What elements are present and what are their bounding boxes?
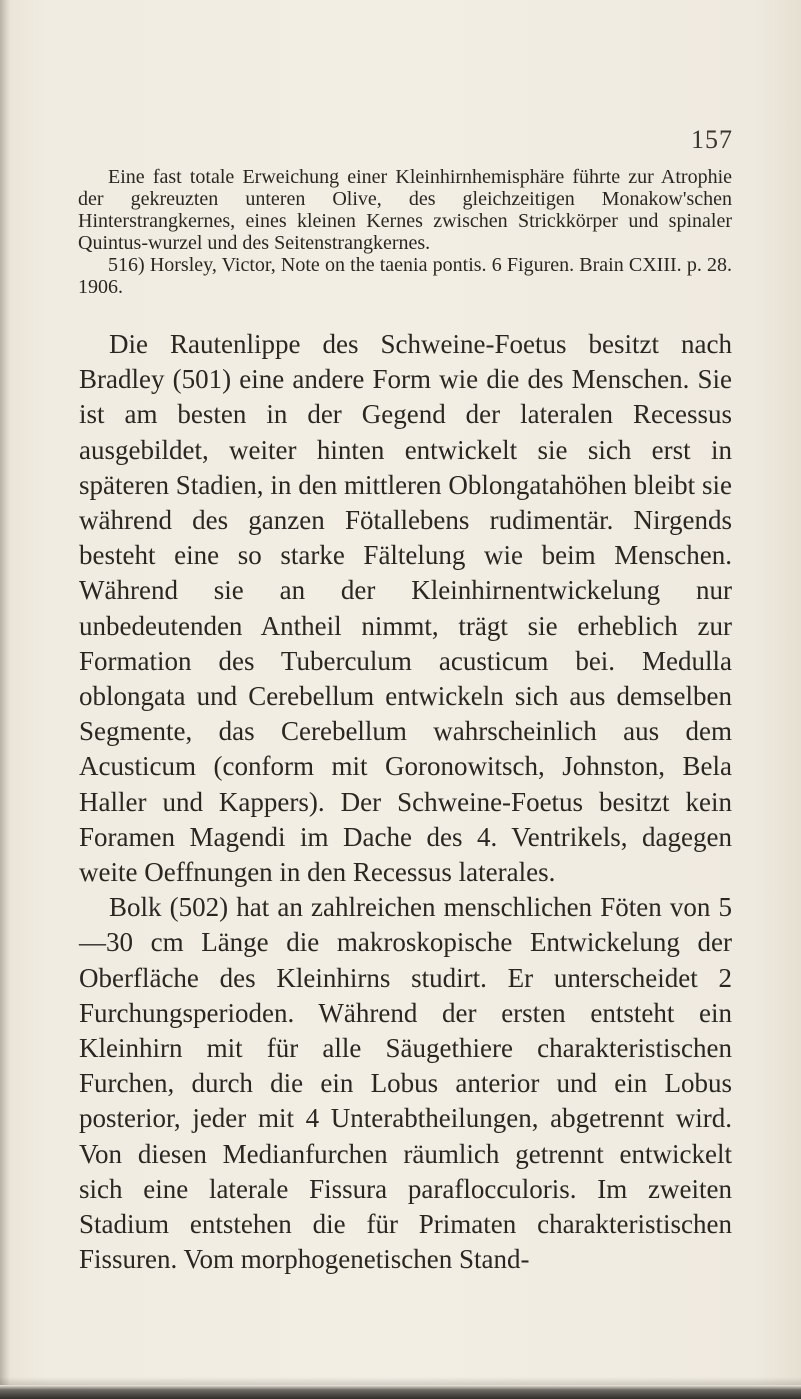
bottom-scan-edge bbox=[0, 1385, 801, 1399]
bottom-edge-shade bbox=[0, 1377, 801, 1385]
main-text-block bbox=[79, 327, 732, 1277]
small-paragraph-reference-516: 516) Horsley, Victor, Note on the taenia pontis. 6 Figuren. Brain CXIII. p. 28. 1906. bbox=[78, 254, 732, 298]
small-paragraph-erweichung: Eine fast totale Erweichung einer Kleinhirnhemisphäre führte zur Atrophie der gekreuzten unteren Olive, des gleichzeitigen Monakow'schen Hinterstrangkernes, eines kleinen Kernes zwischen Strickkörper und spinaler Quintus-wurzel und des Seitenstrangkernes. bbox=[78, 166, 732, 254]
page-left-edge-shadow bbox=[0, 0, 10, 1399]
small-print-block bbox=[78, 166, 732, 298]
main-paragraph-rautenlippe: Die Rautenlippe des Schweine-Foetus besitzt nach Bradley (501) eine andere Form wie die des Menschen. Sie ist am besten in der Gegend der lateralen Recessus ausgebildet, weiter hinten entwickelt sie sich erst in späteren Stadien, in den mittleren Oblongatahöhen bleibt sie während des ganzen Fötallebens rudimentär. Nirgends besteht eine so starke Fältelung wie beim Menschen. Während sie an der Kleinhirnentwickelung nur unbedeutenden Antheil nimmt, trägt sie erheblich zur Formation des Tuberculum acusticum bei. Medulla oblongata und Cerebellum entwickeln sich aus demselben Segmente, das Cerebellum wahrscheinlich aus dem Acusticum (conform mit Goronowitsch, Johnston, Bela Haller und Kappers). Der Schweine-Foetus besitzt kein Foramen Magendi im Dache des 4. Ventrikels, dagegen weite Oeffnungen in den Recessus laterales. bbox=[79, 329, 732, 888]
page-number: 157 bbox=[691, 125, 733, 154]
main-paragraph-bolk: Bolk (502) hat an zahlreichen menschlichen Föten von 5—30 cm Länge die makroskopische Entwickelung der Oberfläche des Kleinhirns studirt. Er unterscheidet 2 Furchungsperioden. Während der ersten entsteht ein Kleinhirn mit für alle Säugethiere charakteristischen Furchen, durch die ein Lobus anterior und ein Lobus posterior, jeder mit 4 Unterabtheilungen, abgetrennt wird. Von diesen Medianfurchen räumlich getrennt entwickelt sich eine laterale Fissura paraflocculoris. Im zweiten Stadium entstehen die für Primaten charakteristischen Fissuren. Vom morphogenetischen Stand- bbox=[79, 892, 732, 1275]
